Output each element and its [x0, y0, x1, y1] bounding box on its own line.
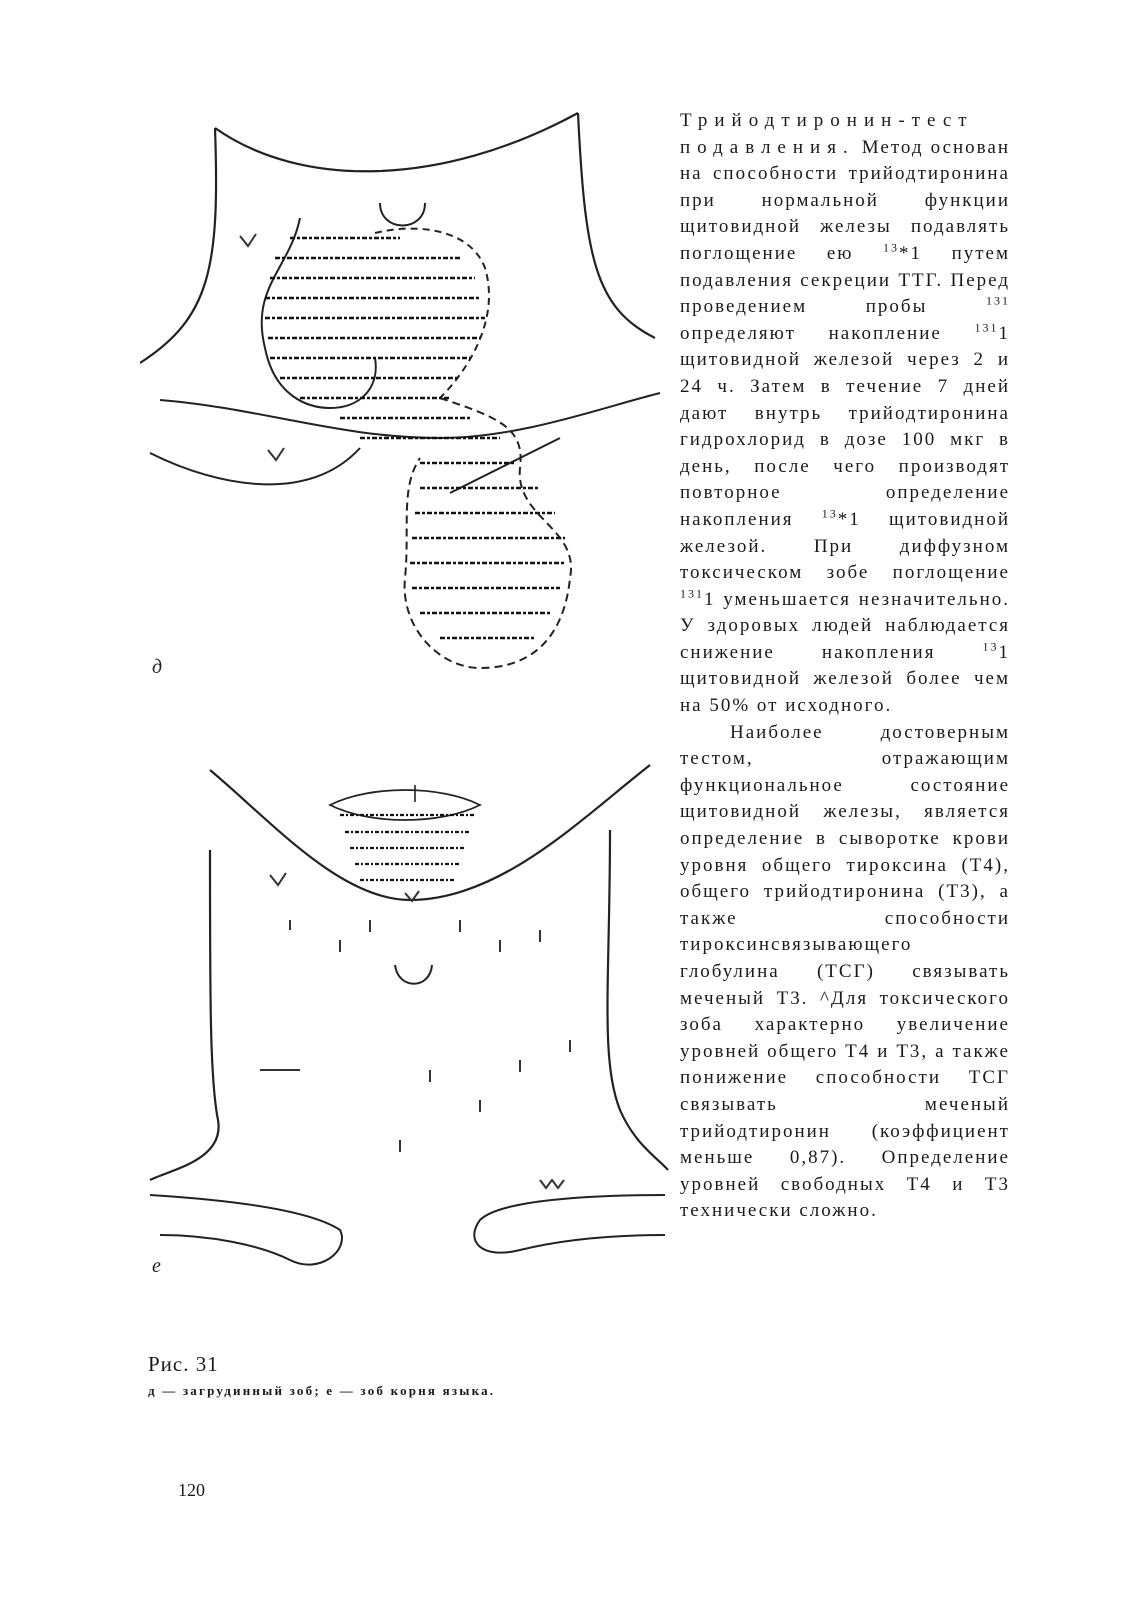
p1-part-b: *1 путем подавления секреции ТТГ. Перед проведением пробы — [680, 242, 1011, 318]
figure-caption — [148, 1352, 668, 1399]
paragraph-2: Наиболее достоверным тестом, отражающим функциональное состояние щитовидной железы, является определение в сыворотке крови уровня общего тироксина (Т4), общего трийодтиронина (Т3), а также способности тироксинсвязывающего глобулина (ТСГ) связывать меченый Т3. ^Для токсического зоба характерно увеличение уровней общего Т4 и Т3, а также понижение способности ТСГ связывать меченый трийодтиронин (коэффициент меньше 0,87). Определение уровней свободных Т4 и Т3 технически сложно. — [680, 721, 1010, 1222]
scintigram-e-drawing — [140, 740, 670, 1300]
p1-part-a: Метод основан на способности трийодтиронина при нормальной функции щитовидной железы подавлять поглощение ею — [680, 136, 1010, 264]
p1-sup-3: 131 — [974, 320, 999, 335]
figure-panel-d — [140, 108, 670, 688]
section-heading: Трийодтиронин-тест подавления. — [680, 110, 974, 158]
panel-label-d: д — [152, 656, 163, 678]
p1-sup-4: 13 — [821, 506, 838, 521]
caption-title: Рис. 31 — [148, 1352, 219, 1376]
caption-text: д — загрудинный зоб; е — зоб корня языка. — [148, 1383, 496, 1398]
panel-label-e: е — [152, 1255, 161, 1277]
p1-part-c: определяют накопление — [680, 322, 975, 344]
paragraph-1 — [680, 108, 1010, 720]
p1-part-g: 1 щитовидной железой более чем на 50% от исходного. — [680, 641, 1010, 717]
p1-part-d: 1 щитовидной железой через 2 и 24 ч. Затем в течение 7 дней дают внутрь трийодтиронина гидрохлорид в дозе 100 мкг в день, после чего производят повторное определение накопления — [680, 322, 1010, 530]
page-number: 120 — [178, 1480, 205, 1500]
p1-sup-2: 131 — [986, 293, 1010, 308]
scintigram-d-drawing — [140, 108, 670, 688]
figure-panel-e — [140, 740, 670, 1300]
p1-sup-1: 13 — [883, 240, 900, 255]
p1-part-e: *1 щитовидной железой. При диффузном токсическом зобе поглощение — [680, 508, 1010, 584]
body-text-column — [680, 108, 1010, 1225]
p1-part-f: 1 уменьшается незначительно. У здоровых людей наблюдается снижение накопления — [680, 588, 1010, 663]
p1-sup-5: 131 — [680, 586, 704, 601]
p1-sup-6: 13 — [982, 639, 999, 654]
